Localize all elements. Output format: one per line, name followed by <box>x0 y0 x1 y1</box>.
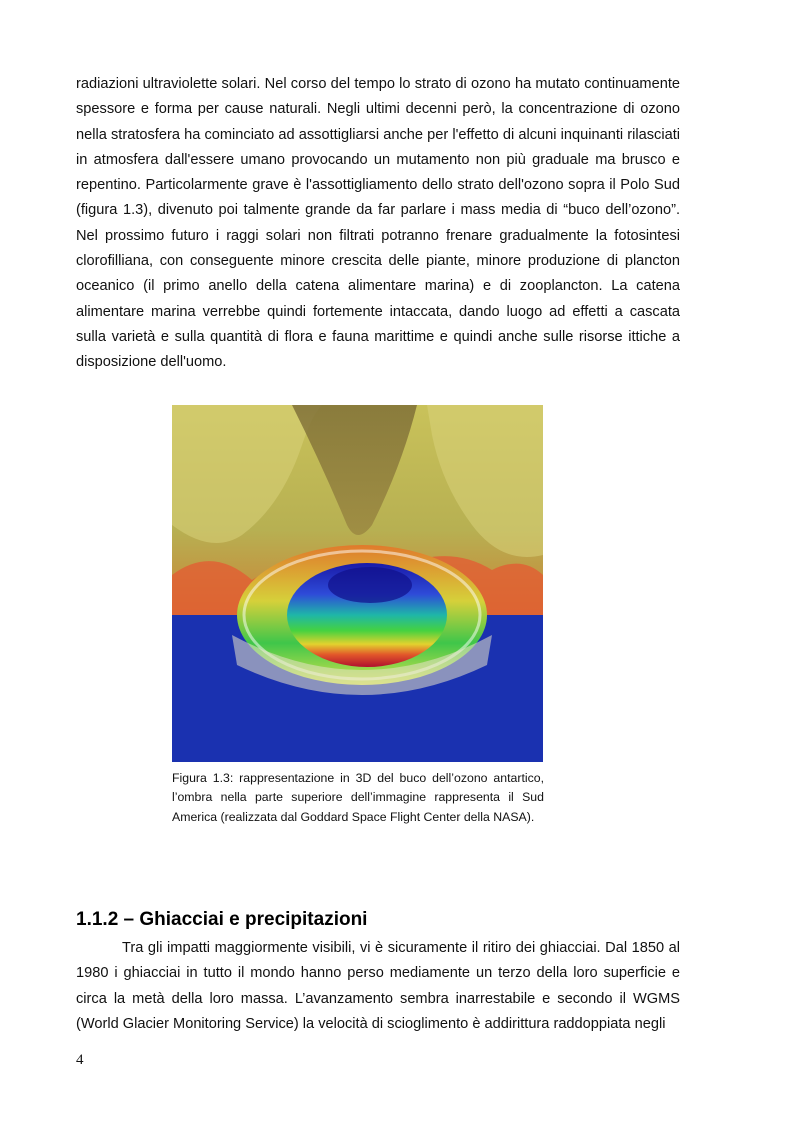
ozone-hole-3d-figure <box>172 405 543 762</box>
body-paragraph-1: radiazioni ultraviolette solari. Nel corso del tempo lo strato di ozono ha mutato continuamente spessore e forma per cause naturali. Negli ultimi decenni però, la concentrazione di ozono nella stratosfera ha cominciato ad assottigliarsi anche per l'effetto di alcuni inquinanti rilasciati in atmosfera dall'essere umano provocando un mutamento non più graduale ma brusco e repentino. Particolarmente grave è l'assottigliamento dello strato dell'ozono sopra il Polo Sud (figura 1.3), divenuto poi talmente grande da far parlare i mass media di “buco dell’ozono”. Nel prossimo futuro i raggi solari non filtrati potranno frenare gradualmente la fotosintesi clorofilliana, con conseguente minore crescita delle piante, minore produzione di plancton oceanico (il primo anello della catena alimentare marina) e di zooplancton. La catena alimentare marina verrebbe quindi fortemente intaccata, dando luogo ad effetti a cascata sulla varietà e sulla quantità di flora e fauna marittime e quindi anche sulle risorse ittiche a disposizione dell'uomo. <box>76 76 680 371</box>
figure-caption: Figura 1.3: rappresentazione in 3D del buco dell’ozono antartico, l’ombra nella parte superiore dell’immagine rappresenta il Sud America (realizzata dal Goddard Space Flight Center della NASA). <box>172 771 544 824</box>
page-number: 4 <box>76 1052 84 1068</box>
ozone-hole-image <box>172 405 543 762</box>
section-heading: 1.1.2 – Ghiacciai e precipitazioni <box>76 909 368 930</box>
body-paragraph-2: Tra gli impatti maggiormente visibili, vi è sicuramente il ritiro dei ghiacciai. Dal 1850 al 1980 i ghiacciai in tutto il mondo hanno perso mediamente un terzo della loro superficie e circa la metà della loro massa. L’avanzamento sembra inarrestabile e secondo il WGMS (World Glacier Monitoring Service) la velocità di scioglimento è addirittura raddoppiata negli <box>76 940 680 1032</box>
